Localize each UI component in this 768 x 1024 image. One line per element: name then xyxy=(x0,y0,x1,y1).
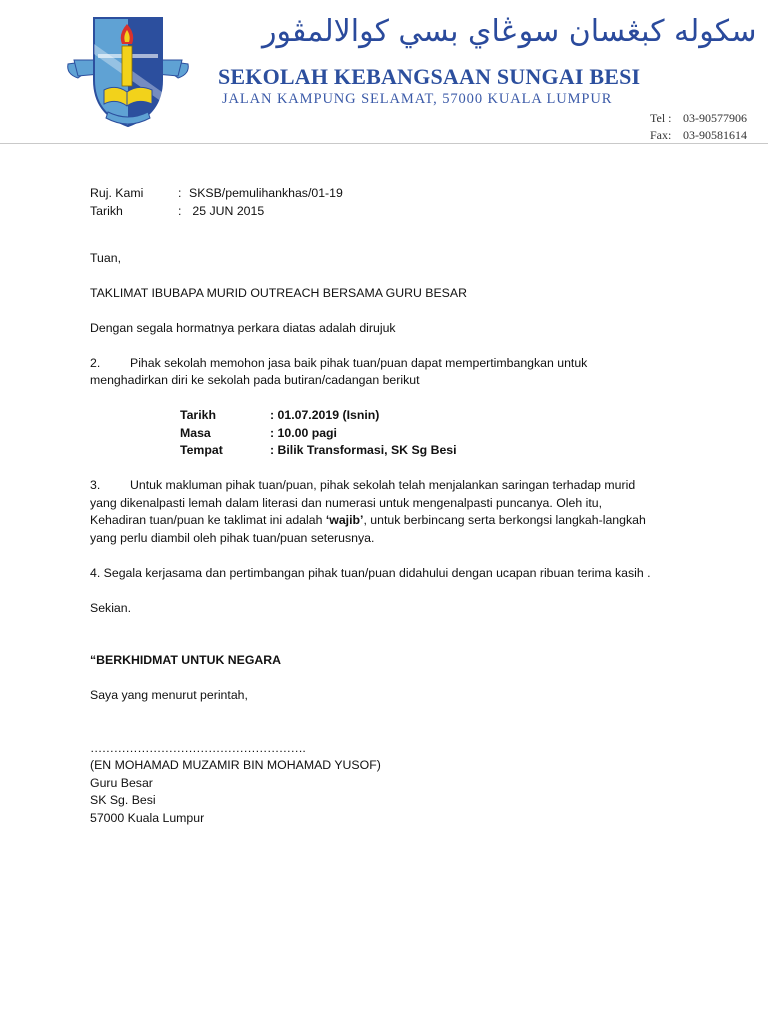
fax-label: Fax: xyxy=(650,128,672,142)
colon: : xyxy=(178,203,182,218)
detail-value: : 10.00 pagi xyxy=(270,425,337,440)
salutation: Tuan, xyxy=(90,250,121,265)
paragraph-text: yang perlu diambil oleh pihak tuan/puan seterusnya. xyxy=(90,530,375,545)
detail-row-venue xyxy=(180,442,690,460)
fax-row xyxy=(650,127,747,144)
date-row xyxy=(90,203,690,221)
reference-value: SKSB/pemulihankhas/01-19 xyxy=(189,186,343,200)
signatory-title: Guru Besar xyxy=(90,775,153,790)
paragraph-text: menghadirkan diri ke sekolah pada butiran/cadangan berikut xyxy=(90,373,420,387)
school-name-jawi: سکوله کبڠسان سوڠاي بسي کوالالمڤور xyxy=(262,14,757,49)
colon: : xyxy=(178,186,182,200)
reference-label: Ruj. Kami xyxy=(90,186,144,200)
sign-off: Saya yang menurut perintah, xyxy=(90,688,248,702)
detail-row-time xyxy=(180,425,690,443)
subject-heading: TAKLIMAT IBUBAPA MURID OUTREACH BERSAMA GURU BESAR xyxy=(90,285,467,300)
paragraph-text: Kehadiran tuan/puan ke taklimat ini adalah xyxy=(90,513,326,527)
tel-number: 03-90577906 xyxy=(683,111,747,125)
letter-body xyxy=(90,185,690,827)
signatory-school: SK Sg. Besi xyxy=(90,793,156,807)
paragraph-text: , untuk berbincang serta berkongsi langkah-langkah xyxy=(363,513,646,527)
date-value: 25 JUN 2015 xyxy=(192,203,265,218)
signatory-address: 57000 Kuala Lumpur xyxy=(90,810,205,825)
letterhead-divider xyxy=(0,143,768,144)
contact-block xyxy=(650,110,747,144)
paragraph-4: 4. Segala kerjasama dan pertimbangan pihak tuan/puan didahului dengan ucapan ribuan terima kasih . xyxy=(90,565,651,580)
tel-row xyxy=(650,110,747,127)
reference-row xyxy=(90,185,690,203)
paragraph-text: Pihak sekolah memohon jasa baik pihak tuan/puan dapat mempertimbangkan untuk xyxy=(130,355,588,370)
closing: Sekian. xyxy=(90,600,132,615)
date-label: Tarikh xyxy=(90,203,123,218)
intro-paragraph: Dengan segala hormatnya perkara diatas adalah dirujuk xyxy=(90,320,396,335)
paragraph-text: Untuk makluman pihak tuan/puan, pihak sekolah telah menjalankan saringan terhadap murid xyxy=(130,478,636,492)
paragraph-2 xyxy=(90,355,690,390)
fax-number: 03-90581614 xyxy=(683,128,747,142)
tel-label: Tel : xyxy=(650,111,672,125)
school-crest-icon xyxy=(64,14,192,130)
paragraph-3 xyxy=(90,477,690,547)
detail-row-date xyxy=(180,407,690,425)
paragraph-number: 2. xyxy=(90,355,101,370)
meeting-details xyxy=(180,407,690,460)
signatory-name: (EN MOHAMAD MUZAMIR BIN MOHAMAD YUSOF) xyxy=(90,758,381,772)
detail-label: Tempat xyxy=(180,443,223,457)
detail-value: : 01.07.2019 (Isnin) xyxy=(270,408,380,422)
detail-value: : Bilik Transformasi, SK Sg Besi xyxy=(270,443,457,457)
signature-line: ………………………………………………. xyxy=(90,740,306,755)
paragraph-number: 3. xyxy=(90,478,101,492)
detail-label: Tarikh xyxy=(180,408,216,422)
detail-label: Masa xyxy=(180,425,211,440)
emphasis-text: ‘wajib’ xyxy=(325,513,364,527)
school-name: SEKOLAH KEBANGSAAN SUNGAI BESI xyxy=(218,64,641,89)
motto: “BERKHIDMAT UNTUK NEGARA xyxy=(90,653,282,667)
school-address: JALAN KAMPUNG SELAMAT, 57000 KUALA LUMPUR xyxy=(222,91,613,107)
paragraph-text: yang dikenalpasti lemah dalam literasi dan numerasi untuk mengenalpasti puncanya. Oleh itu, xyxy=(90,495,602,510)
letterhead xyxy=(0,0,768,145)
